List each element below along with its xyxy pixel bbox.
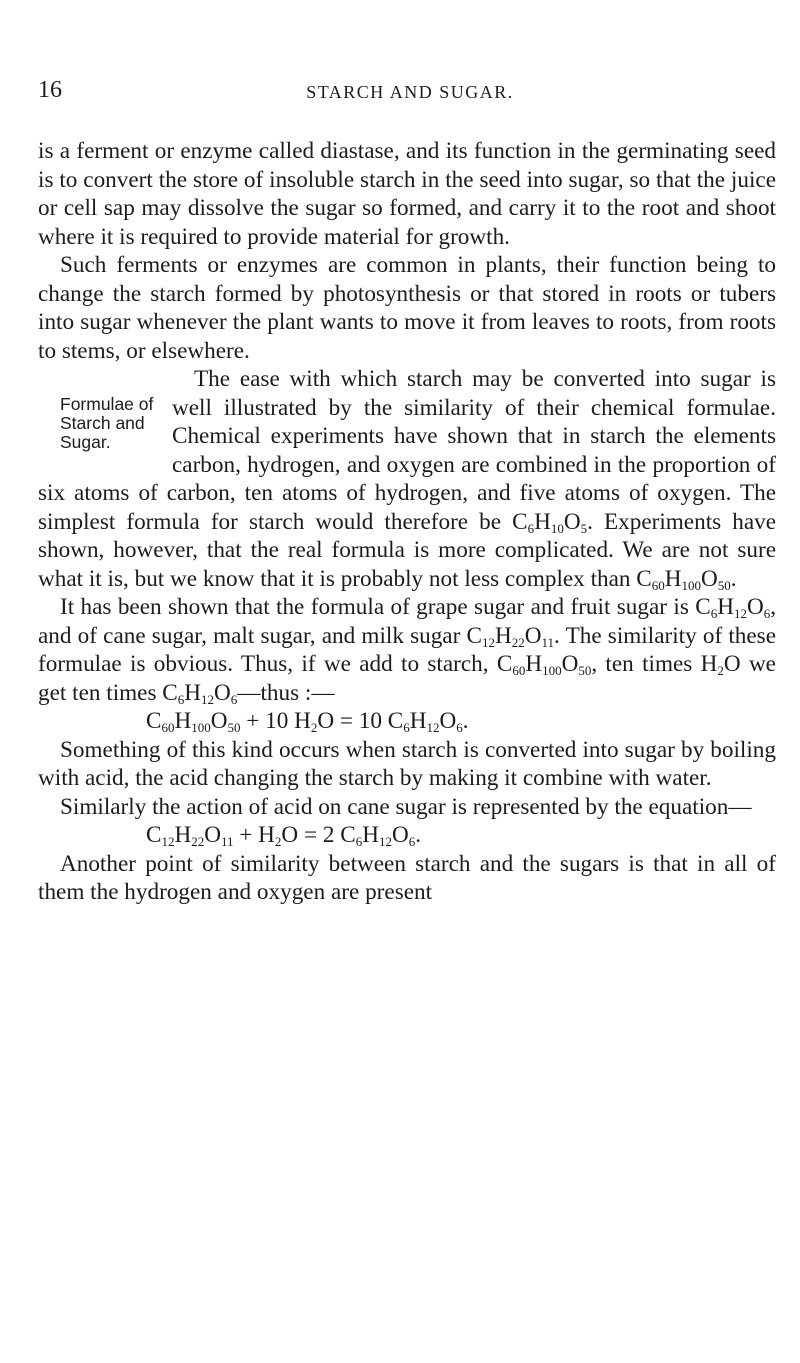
paragraph-5: Something of this kind occurs when starch is converted into sugar by boiling with acid, the acid changing the starch by making it combine with water. bbox=[38, 736, 776, 791]
equation-cane-sugar-hydrolysis: $C_{12}H_{22}O_{11} + H_2O = 2$ $C_6H_{12}O_6$. bbox=[146, 822, 421, 849]
paragraph-4-text: , and of cane sugar, malt sugar, and milk sugar bbox=[38, 594, 776, 649]
paragraph-4-text: . The similarity of these formulae is obvious. Thus, if we add to starch, bbox=[38, 622, 777, 677]
formula-starch-complex-inline: $C_{60}H_{100}O_{50}$ bbox=[496, 651, 592, 678]
margin-sidenote bbox=[38, 365, 160, 479]
paragraph-4-text: , ten times bbox=[591, 651, 701, 677]
paragraph-3-text: The ease with which starch may be converted into sugar is well illustrated by the similarity of their chemical formulae. Chemical experiments have shown that in starch the elements carbon, hydrogen, and oxygen are combined in the proportion of six atoms of carbon, ten atoms of hydrogen, and five atoms of oxygen. The simplest formula for starch would therefore be bbox=[38, 366, 776, 535]
sidenote-line: Formulae of bbox=[60, 394, 154, 414]
formula-water: $H_2O$ bbox=[700, 651, 741, 678]
body-text bbox=[38, 137, 776, 907]
equation-starch-hydrolysis: $C_{60}H_{100}O_{50} + 10$ $H_2O = 10$ $C_6H_{12}O_6$. bbox=[146, 708, 469, 735]
formula-grape-sugar-inline: $C_6H_{12}O_6$ bbox=[162, 679, 238, 707]
paragraph-4 bbox=[38, 593, 776, 707]
sidenote-line: Sugar. bbox=[60, 432, 111, 452]
paragraph-6: Similarly the action of acid on cane sugar is represented by the equation— bbox=[60, 793, 752, 820]
running-title: STARCH AND SUGAR. bbox=[306, 82, 514, 102]
paragraph-7: Another point of similarity between starch and the sugars is that in all of them the hydrogen and oxygen are present bbox=[38, 850, 776, 905]
paragraph-4-text: we get ten times bbox=[38, 651, 776, 706]
paragraph-3: Formulae of Starch and Sugar. The ease with which starch may be converted into sugar is well illustrated by the similarity of their chemical formulae. Chemical experiments have shown that in starch the elements carbon, hydrogen, and oxygen are combined in the proportion of six atoms of carbon, ten atoms of hydrogen, and five atoms of oxygen. The simplest formula for starch would therefore be $C_6H_{10}O_5$. Experiments have shown, however, that the real formula is more complicated. We are not sure what it is, but we know that it is probably not less complex than $C_{60}H_{100}O_{50}$. bbox=[38, 366, 776, 593]
paragraph-2: Such ferments or enzymes are common in plants, their function being to change the starch formed by photosynthesis or that stored in roots or tubers into sugar whenever the plant wants to move it from leaves to roots, from roots to stems, or elsewhere. bbox=[38, 252, 776, 364]
formula-grape-sugar: $C_6H_{12}O_6$ bbox=[695, 594, 771, 621]
page-number: 16 bbox=[38, 77, 62, 103]
paragraph-4-text: It has been shown that the formula of grape sugar and fruit sugar is bbox=[60, 594, 696, 620]
formula-cane-sugar: $C_{12}H_{22}O_{11}$ bbox=[466, 622, 555, 650]
paragraph-3-text: . Experiments have shown, however, that the real formula is more complicated. We are not sure what it is, but we know that it is probably not less complex than bbox=[38, 508, 776, 592]
paragraph-4-text: —thus :— bbox=[237, 679, 335, 706]
formula-starch-simple: $C_6H_{10}O_5$ bbox=[512, 508, 588, 536]
formula-starch-complex: $C_{60}H_{100}O_{50}$ bbox=[636, 565, 731, 593]
sidenote-line: Starch and bbox=[60, 413, 145, 433]
paragraph-1: is a ferment or enzyme called diastase, and its function in the germinating seed is to convert the store of insoluble starch in the seed into sugar, so that the juice or cell sap may dissolve the sugar so formed, and carry it to the root and shoot where it is required to provide material for growth. bbox=[38, 138, 776, 250]
